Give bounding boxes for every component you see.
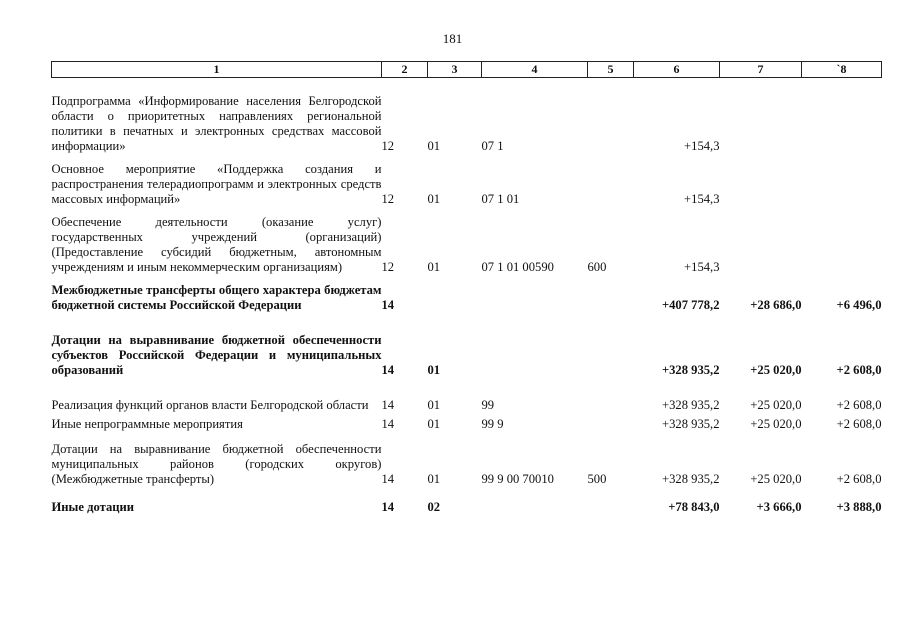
row-section: 14 (381, 472, 395, 486)
header-col-4: 4 (482, 62, 588, 78)
row-amount-col6: +154,3 (684, 192, 720, 206)
row-amount-col8: +2 608,0 (836, 472, 882, 486)
table-row (52, 283, 882, 313)
row-expense-type (588, 283, 634, 313)
row-subsection: 01 (427, 417, 441, 431)
row-expense-type (588, 398, 634, 413)
row-amount-col7 (720, 162, 802, 207)
table-row (52, 442, 882, 487)
table-row (52, 94, 882, 154)
row-amount-col8 (802, 215, 882, 275)
row-amount-col8 (802, 162, 882, 207)
row-amount-col8: +2 608,0 (836, 363, 882, 377)
row-section: 12 (381, 139, 395, 153)
row-target-article (482, 500, 588, 515)
row-target-article: 07 1 01 00590 (481, 260, 554, 274)
row-amount-col7: +25 020,0 (750, 363, 802, 377)
row-subsection: 01 (427, 139, 441, 153)
row-subsection (428, 283, 482, 313)
row-amount-col6: +328 935,2 (662, 472, 720, 486)
row-target-article: 99 9 (481, 417, 504, 431)
row-name: Основное мероприятие «Поддержка создания и распространения телерадиопрограмм и электронных средств массовых информаций» (51, 162, 382, 206)
header-col-3: 3 (428, 62, 482, 78)
row-expense-type (588, 94, 634, 154)
table-row (52, 215, 882, 275)
row-target-article: 99 9 00 70010 (481, 472, 554, 486)
table-row (52, 417, 882, 432)
header-col-7: 7 (720, 62, 802, 78)
row-expense-type: 600 (587, 260, 607, 274)
row-section: 14 (381, 500, 395, 514)
table-body (52, 78, 882, 516)
row-target-article: 07 1 01 (481, 192, 520, 206)
header-col-1: 1 (52, 62, 382, 78)
row-amount-col6: +154,3 (684, 260, 720, 274)
row-name: Дотации на выравнивание бюджетной обеспеченности субъектов Российской Федерации и муниципальных образований (51, 333, 382, 377)
row-subsection: 01 (427, 192, 441, 206)
row-name: Иные непрограммные мероприятия (51, 417, 243, 431)
row-amount-col7 (720, 94, 802, 154)
row-amount-col7: +25 020,0 (750, 472, 802, 486)
table-header (52, 62, 882, 78)
row-amount-col6: +407 778,2 (661, 298, 720, 312)
row-subsection: 02 (427, 500, 441, 514)
row-target-article (482, 333, 588, 378)
row-subsection: 01 (427, 260, 441, 274)
row-name: Межбюджетные трансферты общего характера бюджетам бюджетной системы Российской Федерации (51, 283, 382, 312)
row-amount-col7: +25 020,0 (750, 417, 802, 431)
row-section: 14 (381, 298, 395, 312)
row-amount-col7: +3 666,0 (756, 500, 802, 514)
row-expense-type (588, 162, 634, 207)
row-target-article (482, 283, 588, 313)
row-section: 14 (381, 398, 395, 412)
row-section: 12 (381, 260, 395, 274)
header-row (52, 62, 882, 78)
row-subsection: 01 (427, 472, 441, 486)
row-name: Обеспечение деятельности (оказание услуг) государственных учреждений (организаций) (Предоставление субсидий бюджетным, автономным учреждениям и иным некоммерческим организациям) (51, 215, 382, 274)
row-name: Иные дотации (51, 500, 135, 514)
row-name: Реализация функций органов власти Белгородской области (51, 398, 369, 412)
table-row (52, 398, 882, 413)
row-name: Подпрограмма «Информирование населения Белгородской области о приоритетных направлениях региональной политики в печатных и электронных средствах массовой информации» (51, 94, 382, 153)
row-amount-col8 (802, 94, 882, 154)
row-amount-col6: +328 935,2 (662, 398, 720, 412)
row-amount-col8: +3 888,0 (836, 500, 882, 514)
row-expense-type (588, 333, 634, 378)
row-target-article: 99 (481, 398, 495, 412)
table-row (52, 162, 882, 207)
row-section: 14 (381, 363, 395, 377)
row-expense-type (588, 500, 634, 515)
row-amount-col6: +328 935,2 (661, 363, 720, 377)
budget-table (51, 61, 882, 515)
row-section: 12 (381, 192, 395, 206)
page-number: 181 (442, 31, 463, 46)
header-col-6: 6 (634, 62, 720, 78)
row-amount-col8: +6 496,0 (836, 298, 882, 312)
table-row (52, 500, 882, 515)
row-name: Дотации на выравнивание бюджетной обеспеченности муниципальных районов (городских округов) (Межбюджетные трансферты) (51, 442, 382, 486)
row-subsection: 01 (427, 363, 441, 377)
row-expense-type: 500 (587, 472, 607, 486)
table-row (52, 333, 882, 378)
header-col-2: 2 (382, 62, 428, 78)
row-amount-col8: +2 608,0 (836, 398, 882, 412)
row-amount-col7 (720, 215, 802, 275)
row-subsection: 01 (427, 398, 441, 412)
row-amount-col8: +2 608,0 (836, 417, 882, 431)
header-col-5: 5 (588, 62, 634, 78)
row-amount-col6: +328 935,2 (662, 417, 720, 431)
row-amount-col6: +154,3 (684, 139, 720, 153)
row-amount-col7: +28 686,0 (750, 298, 802, 312)
header-col-8: `8 (802, 62, 882, 78)
row-amount-col6: +78 843,0 (668, 500, 720, 514)
row-amount-col7: +25 020,0 (750, 398, 802, 412)
row-expense-type (588, 417, 634, 432)
row-target-article: 07 1 (481, 139, 504, 153)
row-section: 14 (381, 417, 395, 431)
